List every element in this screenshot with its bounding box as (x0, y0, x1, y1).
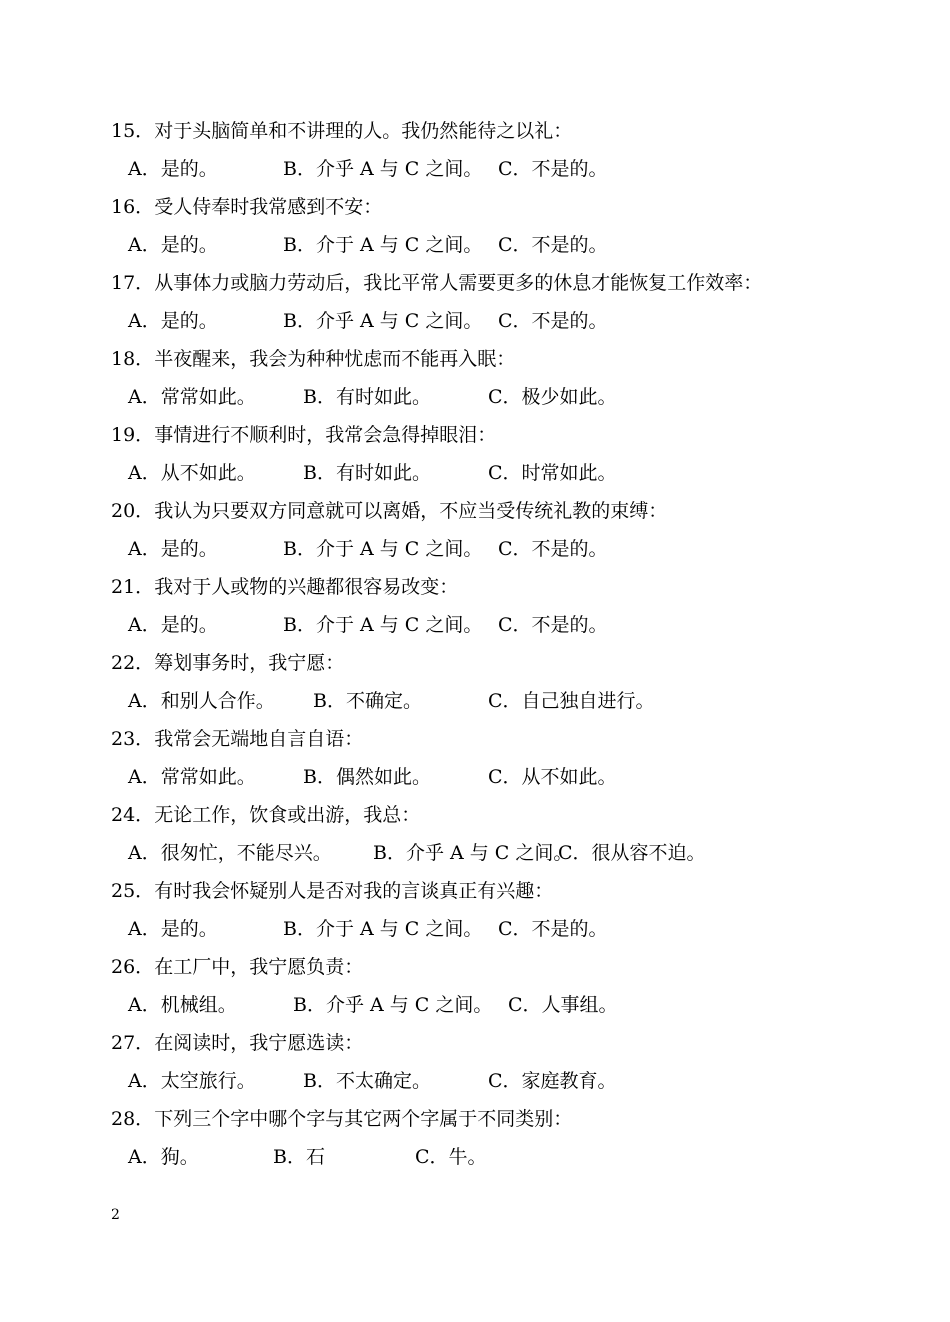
option-a[interactable]: A．是的。 (128, 538, 218, 560)
answer-options (111, 986, 901, 1024)
option-a[interactable]: A．机械组。 (128, 994, 237, 1016)
option-c[interactable]: C．不是的。 (498, 538, 608, 560)
question-line (111, 644, 901, 682)
option-b[interactable]: B．介于 A 与 C 之间。 (283, 918, 483, 940)
question-number: 22． (111, 652, 155, 674)
question-number: 19． (111, 424, 155, 446)
question-number: 16． (111, 196, 155, 218)
question-text: 筹划事务时，我宁愿： (154, 652, 345, 674)
question-text: 有时我会怀疑别人是否对我的言谈真正有兴趣： (154, 880, 554, 902)
option-c[interactable]: C．很从容不迫。 (558, 842, 706, 864)
question-item (111, 492, 901, 568)
question-number: 24． (111, 804, 155, 826)
answer-options (111, 1062, 901, 1100)
option-b[interactable]: B．偶然如此。 (303, 766, 431, 788)
option-b[interactable]: B．介乎 A 与 C 之间。 (293, 994, 493, 1016)
question-item (111, 1024, 901, 1100)
option-c[interactable]: C．人事组。 (508, 994, 618, 1016)
option-a[interactable]: A．从不如此。 (128, 462, 256, 484)
option-b[interactable]: B．介于 A 与 C 之间。 (283, 234, 483, 256)
question-item (111, 872, 901, 948)
question-item (111, 568, 901, 644)
question-number: 26． (111, 956, 155, 978)
question-item (111, 796, 901, 872)
option-b[interactable]: B．石 (273, 1146, 325, 1168)
answer-options (111, 758, 901, 796)
question-text: 事情进行不顺利时，我常会急得掉眼泪： (154, 424, 497, 446)
option-b[interactable]: B．有时如此。 (303, 462, 431, 484)
answer-options (111, 530, 901, 568)
question-text: 在工厂中，我宁愿负责： (154, 956, 364, 978)
option-a[interactable]: A．和别人合作。 (128, 690, 275, 712)
option-a[interactable]: A．是的。 (128, 918, 218, 940)
question-text: 我常会无端地自言自语： (154, 728, 364, 750)
option-b[interactable]: B．不太确定。 (303, 1070, 431, 1092)
question-item (111, 264, 901, 340)
question-line (111, 492, 901, 530)
question-line (111, 872, 901, 910)
question-number: 23． (111, 728, 155, 750)
question-item (111, 1100, 901, 1176)
option-b[interactable]: B．有时如此。 (303, 386, 431, 408)
question-item (111, 416, 901, 492)
question-text: 受人侍奉时我常感到不安： (154, 196, 383, 218)
option-a[interactable]: A．是的。 (128, 310, 218, 332)
question-line (111, 568, 901, 606)
answer-options (111, 1138, 901, 1176)
answer-options (111, 454, 901, 492)
question-line (111, 340, 901, 378)
question-number: 27． (111, 1032, 155, 1054)
question-line (111, 188, 901, 226)
question-line (111, 1024, 901, 1062)
option-a[interactable]: A．很匆忙，不能尽兴。 (128, 842, 332, 864)
question-number: 20． (111, 500, 155, 522)
question-line (111, 1100, 901, 1138)
question-number: 17． (111, 272, 155, 294)
question-number: 28． (111, 1108, 155, 1130)
question-item (111, 188, 901, 264)
question-line (111, 264, 901, 302)
question-item (111, 644, 901, 720)
question-line (111, 720, 901, 758)
option-c[interactable]: C．不是的。 (498, 614, 608, 636)
answer-options (111, 910, 901, 948)
answer-options (111, 682, 901, 720)
question-number: 18． (111, 348, 155, 370)
answer-options (111, 226, 901, 264)
option-c[interactable]: C．从不如此。 (488, 766, 617, 788)
option-b[interactable]: B．介乎 A 与 C 之间。 (283, 310, 483, 332)
answer-options (111, 606, 901, 644)
option-a[interactable]: A．常常如此。 (128, 766, 256, 788)
option-a[interactable]: A．狗。 (128, 1146, 199, 1168)
option-c[interactable]: C．不是的。 (498, 918, 608, 940)
option-a[interactable]: A．是的。 (128, 614, 218, 636)
option-a[interactable]: A．太空旅行。 (128, 1070, 256, 1092)
option-c[interactable]: C．自己独自进行。 (488, 690, 655, 712)
question-number: 25． (111, 880, 155, 902)
option-c[interactable]: C．不是的。 (498, 310, 608, 332)
option-c[interactable]: C．时常如此。 (488, 462, 617, 484)
option-c[interactable]: C．牛。 (415, 1146, 487, 1168)
question-text: 我对于人或物的兴趣都很容易改变： (154, 576, 459, 598)
question-number: 15． (111, 120, 155, 142)
option-b[interactable]: B．介乎 A 与 C 之间。 (283, 158, 483, 180)
question-line (111, 796, 901, 834)
answer-options (111, 378, 901, 416)
option-c[interactable]: C．家庭教育。 (488, 1070, 617, 1092)
option-c[interactable]: C．不是的。 (498, 234, 608, 256)
option-a[interactable]: A．常常如此。 (128, 386, 256, 408)
question-text: 在阅读时，我宁愿选读： (154, 1032, 364, 1054)
answer-options (111, 302, 901, 340)
question-text: 我认为只要双方同意就可以离婚，不应当受传统礼教的束缚： (154, 500, 668, 522)
option-c[interactable]: C．极少如此。 (488, 386, 617, 408)
question-text: 无论工作，饮食或出游，我总： (154, 804, 421, 826)
page-number: 2 (111, 1207, 120, 1223)
option-b[interactable]: B．介于 A 与 C 之间。 (283, 614, 483, 636)
option-b[interactable]: B．介于 A 与 C 之间。 (283, 538, 483, 560)
question-item (111, 948, 901, 1024)
option-a[interactable]: A．是的。 (128, 234, 218, 256)
question-text: 对于头脑简单和不讲理的人。我仍然能待之以礼： (154, 120, 573, 142)
answer-options (111, 834, 901, 872)
option-a[interactable]: A．是的。 (128, 158, 218, 180)
question-item (111, 720, 901, 796)
question-line (111, 948, 901, 986)
answer-options (111, 150, 901, 188)
option-b[interactable]: B．介乎 A 与 C 之间。 (373, 842, 573, 864)
question-item (111, 340, 901, 416)
question-number: 21． (111, 576, 155, 598)
question-text: 半夜醒来，我会为种种忧虑而不能再入眠： (154, 348, 516, 370)
question-list (111, 112, 901, 1176)
question-line (111, 416, 901, 454)
question-item (111, 112, 901, 188)
option-b[interactable]: B．不确定。 (313, 690, 422, 712)
option-c[interactable]: C．不是的。 (498, 158, 608, 180)
question-text: 从事体力或脑力劳动后，我比平常人需要更多的休息才能恢复工作效率： (154, 272, 763, 294)
question-line (111, 112, 901, 150)
question-text: 下列三个字中哪个字与其它两个字属于不同类别： (154, 1108, 573, 1130)
